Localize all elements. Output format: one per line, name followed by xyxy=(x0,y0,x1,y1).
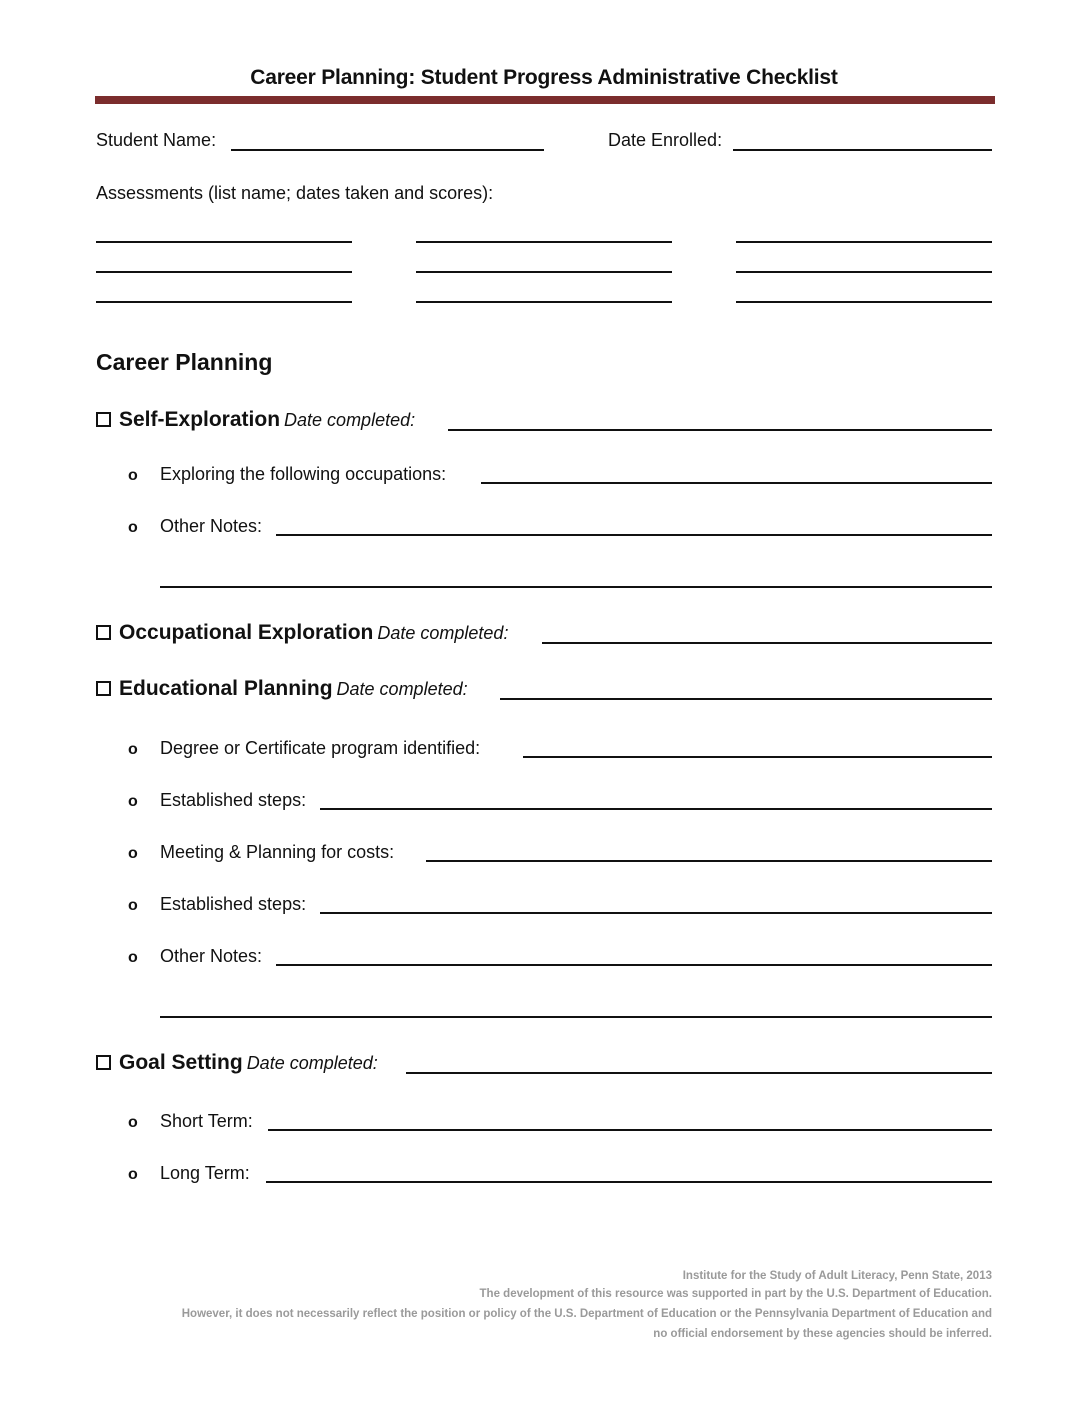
item-label: Established steps: xyxy=(160,790,307,810)
bullet-icon: o xyxy=(128,1166,138,1183)
student-name-field[interactable] xyxy=(231,149,544,151)
assessment-field[interactable] xyxy=(96,301,352,303)
bullet-icon: o xyxy=(128,741,138,758)
occupational-exploration-section xyxy=(96,621,508,645)
item-field-continued[interactable] xyxy=(160,586,992,588)
title-divider xyxy=(95,96,995,104)
item-label: Long Term: xyxy=(160,1163,250,1183)
bullet-icon: o xyxy=(128,845,138,862)
educational-planning-section xyxy=(96,677,468,701)
assessment-field[interactable] xyxy=(416,241,672,243)
section-title: Occupational Exploration xyxy=(119,621,374,644)
footer-support-note: The development of this resource was supported in part by the U.S. Department of Education. xyxy=(479,1288,992,1300)
assessment-field[interactable] xyxy=(736,301,992,303)
assessment-field[interactable] xyxy=(96,271,352,273)
date-completed-field[interactable] xyxy=(500,698,992,700)
bullet-icon: o xyxy=(128,467,138,484)
goal-setting-section xyxy=(96,1051,378,1075)
bullet-icon: o xyxy=(128,1114,138,1131)
item-label: Short Term: xyxy=(160,1111,253,1131)
date-completed-label: Date completed: xyxy=(336,679,468,699)
item-field[interactable] xyxy=(426,860,992,862)
checkbox[interactable] xyxy=(96,681,111,696)
item-field[interactable] xyxy=(266,1181,992,1183)
bullet-icon: o xyxy=(128,519,138,536)
footer-credit: Institute for the Study of Adult Literacy, Penn State, 2013 xyxy=(682,1270,992,1282)
item-field[interactable] xyxy=(523,756,992,758)
career-planning-heading: Career Planning xyxy=(96,349,273,375)
assessment-field[interactable] xyxy=(416,301,672,303)
assessment-field[interactable] xyxy=(736,241,992,243)
assessment-field[interactable] xyxy=(96,241,352,243)
item-label: Other Notes: xyxy=(160,516,263,536)
item-field[interactable] xyxy=(320,912,992,914)
item-label: Other Notes: xyxy=(160,946,263,966)
date-completed-label: Date completed: xyxy=(284,410,416,430)
footer-disclaimer-continued: no official endorsement by these agencies should be inferred. xyxy=(653,1328,992,1340)
item-field[interactable] xyxy=(481,482,992,484)
footer-disclaimer: However, it does not necessarily reflect the position or policy of the U.S. Department of Education or the Pennsylvania Department of Education and xyxy=(181,1308,992,1320)
bullet-icon: o xyxy=(128,949,138,966)
assessment-field[interactable] xyxy=(416,271,672,273)
assessment-field[interactable] xyxy=(736,271,992,273)
date-completed-field[interactable] xyxy=(406,1072,992,1074)
item-label: Exploring the following occupations: xyxy=(160,464,447,484)
item-field[interactable] xyxy=(276,534,992,536)
self-exploration-section xyxy=(96,408,415,432)
bullet-icon: o xyxy=(128,897,138,914)
item-field[interactable] xyxy=(276,964,992,966)
checkbox[interactable] xyxy=(96,1055,111,1070)
section-title: Self-Exploration xyxy=(119,408,281,431)
item-label: Meeting & Planning for costs: xyxy=(160,842,395,862)
section-title: Goal Setting xyxy=(119,1051,243,1074)
item-label: Established steps: xyxy=(160,894,307,914)
date-completed-field[interactable] xyxy=(542,642,992,644)
date-enrolled-label: Date Enrolled: xyxy=(608,130,723,150)
checkbox[interactable] xyxy=(96,625,111,640)
bullet-icon: o xyxy=(128,793,138,810)
student-name-label: Student Name: xyxy=(96,130,217,150)
date-completed-field[interactable] xyxy=(448,429,992,431)
checkbox[interactable] xyxy=(96,412,111,427)
date-completed-label: Date completed: xyxy=(246,1053,378,1073)
item-label: Degree or Certificate program identified: xyxy=(160,738,481,758)
item-field[interactable] xyxy=(320,808,992,810)
page-title: Career Planning: Student Progress Administrative Checklist xyxy=(250,66,838,89)
section-title: Educational Planning xyxy=(119,677,333,700)
item-field[interactable] xyxy=(268,1129,992,1131)
item-field-continued[interactable] xyxy=(160,1016,992,1018)
assessments-label: Assessments (list name; dates taken and scores): xyxy=(96,183,494,203)
date-enrolled-field[interactable] xyxy=(733,149,992,151)
date-completed-label: Date completed: xyxy=(377,623,509,643)
